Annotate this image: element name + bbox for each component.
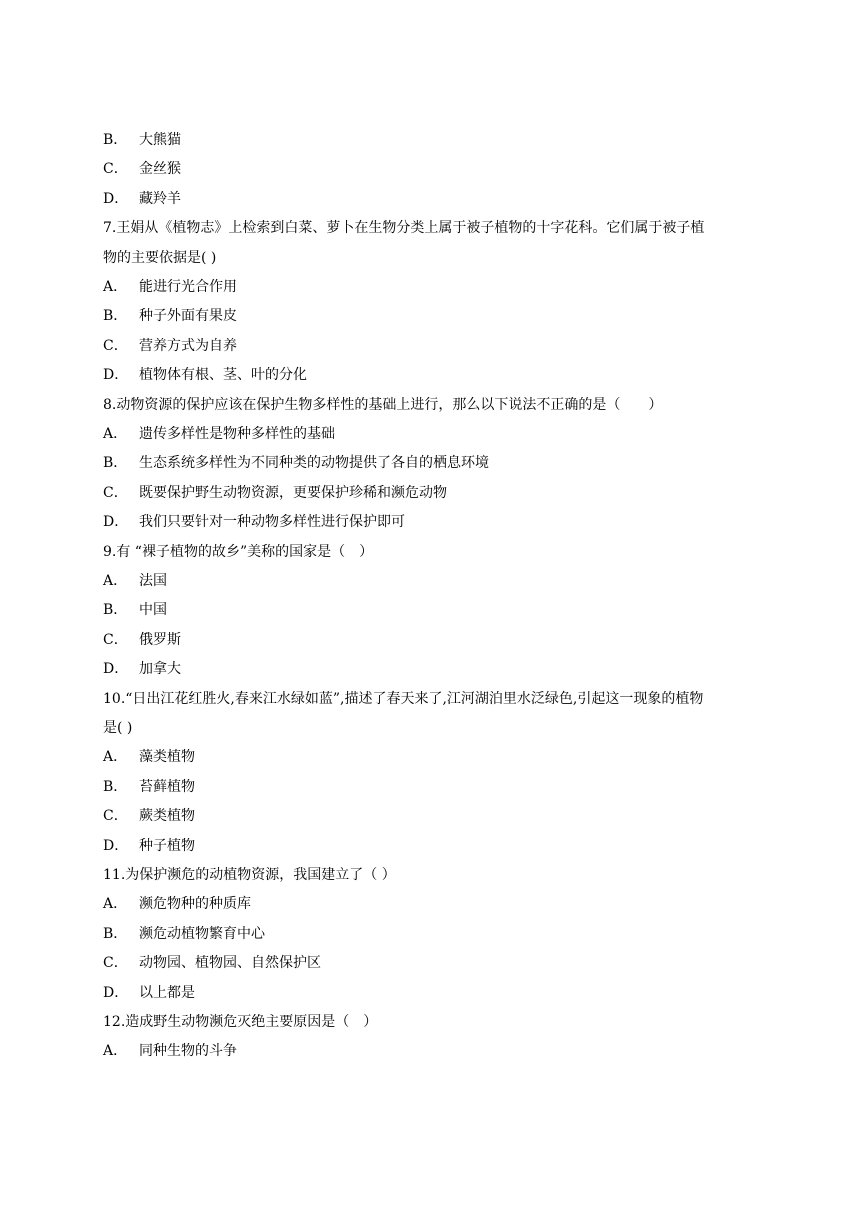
answer-option [103, 600, 167, 620]
answer-option [103, 836, 195, 856]
option-letter: C． [103, 808, 128, 825]
question-text: 8.动物资源的保护应该在保护生物多样性的基础上进行，那么以下说法不正确的是（ ） [103, 396, 663, 413]
option-text: 中国 [139, 602, 167, 619]
option-text: 动物园、植物园、自然保护区 [139, 955, 321, 972]
answer-option [103, 806, 195, 826]
answer-option [103, 453, 489, 473]
option-letter: D． [103, 367, 129, 384]
answer-option [103, 953, 321, 973]
option-letter: A． [103, 573, 128, 589]
answer-option [103, 747, 195, 767]
option-letter: A． [103, 896, 128, 913]
question-text: 12.造成野生动物濒危灭绝主要原因是（ ） [103, 1014, 378, 1030]
answer-option [103, 983, 195, 1003]
option-text: 生态系统多样性为不同种类的动物提供了各自的栖息环境 [139, 455, 489, 472]
option-text: 俄罗斯 [139, 631, 181, 648]
option-text: 藻类植物 [139, 749, 195, 766]
option-letter: B． [103, 455, 128, 472]
option-text: 同种生物的斗争 [139, 1043, 237, 1060]
option-letter: D． [103, 661, 129, 678]
option-text: 营养方式为自养 [139, 337, 237, 354]
question-text: 7.王娟从《植物志》上检索到白菜、萝卜在生物分类上属于被子植物的十字花科。它们属于被子植 [103, 220, 705, 237]
question-text: 是( ) [103, 720, 133, 736]
answer-option [103, 1041, 237, 1061]
answer-option [103, 659, 181, 679]
option-text: 种子外面有果皮 [139, 308, 237, 325]
answer-option [103, 159, 181, 179]
option-letter: A． [103, 426, 128, 442]
answer-option [103, 512, 405, 532]
answer-option [103, 777, 195, 797]
option-text: 能进行光合作用 [139, 279, 237, 295]
answer-option [103, 277, 237, 297]
option-letter: D． [103, 190, 129, 207]
question-text: 10.“日出江花红胜火,春来江水绿如蓝”,描述了春天来了,江河湖泊里水泛绿色,引起这一现象的植物 [103, 690, 704, 707]
option-letter: B． [103, 925, 128, 942]
question-text: 11.为保护濒危的动植物资源，我国建立了（ ） [103, 867, 396, 883]
option-text: 植物体有根、茎、叶的分化 [139, 367, 307, 384]
option-text: 我们只要针对一种动物多样性进行保护即可 [139, 514, 405, 531]
option-letter: D． [103, 984, 129, 1001]
option-letter: B． [103, 778, 128, 795]
option-letter: C． [103, 337, 128, 354]
question-text: 9.有 “裸子植物的故乡”美称的国家是（ ） [103, 543, 374, 560]
option-letter: B． [103, 308, 128, 325]
option-text: 蕨类植物 [139, 808, 195, 825]
option-text: 藏羚羊 [139, 190, 181, 207]
option-text: 金丝猴 [139, 161, 181, 178]
answer-option [103, 336, 237, 356]
option-text: 种子植物 [139, 837, 195, 854]
question-text: 物的主要依据是( ) [103, 249, 217, 266]
option-letter: A． [103, 279, 128, 295]
option-letter: C． [103, 631, 128, 648]
option-letter: B． [103, 602, 128, 619]
option-letter: B． [103, 132, 128, 148]
answer-option [103, 424, 335, 444]
option-text: 以上都是 [139, 984, 195, 1001]
answer-option [103, 483, 447, 503]
option-text: 苔藓植物 [139, 778, 195, 795]
option-text: 法国 [139, 573, 167, 589]
answer-option [103, 189, 181, 209]
option-letter: C． [103, 484, 128, 501]
answer-option [103, 365, 307, 385]
answer-option [103, 924, 265, 944]
option-text: 大熊猫 [139, 132, 181, 148]
option-letter: C． [103, 161, 128, 178]
option-text: 遗传多样性是物种多样性的基础 [139, 426, 335, 442]
option-letter: D． [103, 837, 129, 854]
answer-option [103, 130, 181, 150]
answer-option [103, 306, 237, 326]
option-text: 濒危动植物繁育中心 [139, 925, 265, 942]
option-letter: C． [103, 955, 128, 972]
option-letter: A． [103, 749, 128, 766]
option-letter: A． [103, 1043, 128, 1060]
answer-option [103, 630, 181, 650]
answer-option [103, 894, 251, 914]
option-text: 濒危物种的种质库 [139, 896, 251, 913]
option-letter: D． [103, 514, 129, 531]
option-text: 既要保护野生动物资源，更要保护珍稀和濒危动物 [139, 484, 447, 501]
answer-option [103, 571, 167, 591]
option-text: 加拿大 [139, 661, 181, 678]
